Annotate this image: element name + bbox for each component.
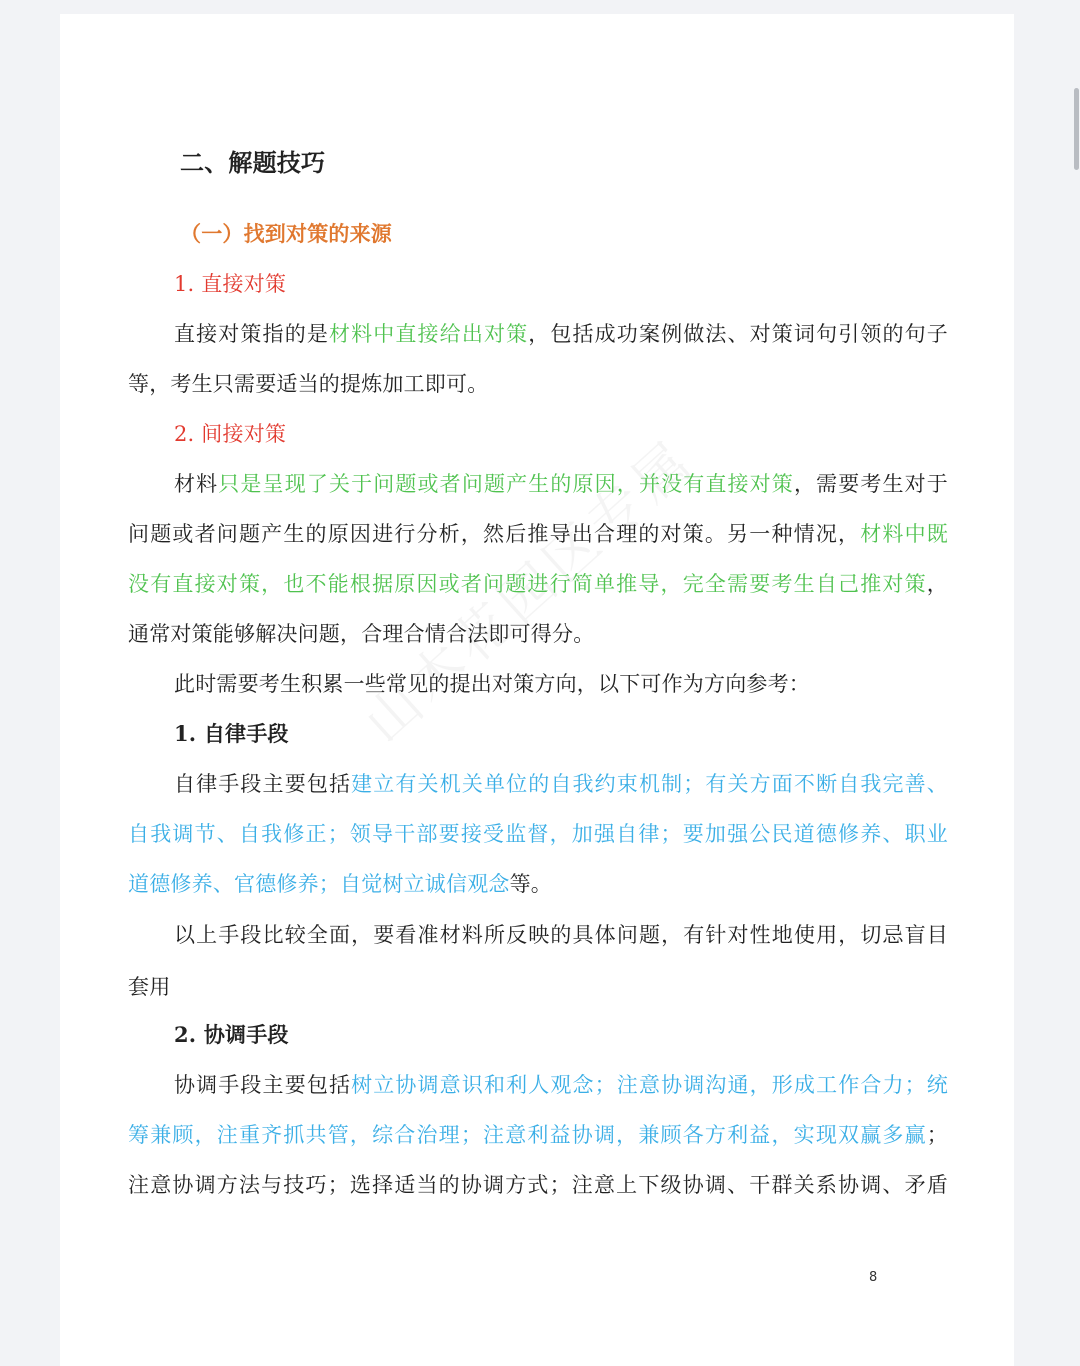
paragraph-coordination-line-3: 注意协调方法与技巧；选择适当的协调方式；注意上下级协调、干群关系协调、矛盾 xyxy=(128,1173,948,1197)
paragraph-indirect-line-2: 问题或者问题产生的原因进行分析，然后推导出合理的对策。另一种情况，材料中既 xyxy=(128,522,948,546)
subsection-title: （一）找到对策的来源 xyxy=(180,221,392,246)
paragraph-self-discipline-line-3: 道德修养、官德修养；自觉树立诚信观念等。 xyxy=(128,872,553,896)
paragraph-direct-line-1: 直接对策指的是材料中直接给出对策，包括成功案例做法、对策词句引领的句子 xyxy=(174,322,948,346)
paragraph-reference-intro: 此时需要考生积累一些常见的提出对策方向，以下可作为方向参考： xyxy=(174,672,810,696)
coordination-title: 2. 协调手段 xyxy=(174,1022,289,1047)
paragraph-self-discipline-line-1: 自律手段主要包括建立有关机关单位的自我约束机制；有关方面不断自我完善、 xyxy=(174,772,948,796)
paragraph-indirect-line-4: 通常对策能够解决问题，合理合情合法即可得分。 xyxy=(128,622,595,646)
paragraph-indirect-line-3: 没有直接对策，也不能根据原因或者问题进行简单推导，完全需要考生自己推对策， xyxy=(128,572,948,596)
direct-strategy-title: 1. 直接对策 xyxy=(174,272,287,296)
page-number: 8 xyxy=(869,1270,878,1285)
paragraph-direct-line-2: 等，考生只需要适当的提炼加工即可。 xyxy=(128,372,489,396)
paragraph-self-discipline-line-2: 自我调节、自我修正；领导干部要接受监督，加强自律；要加强公民道德修养、职业 xyxy=(128,822,948,846)
scrollbar-thumb[interactable] xyxy=(1074,88,1079,170)
paragraph-coordination-line-1: 协调手段主要包括树立协调意识和利人观念；注意协调沟通，形成工作合力；统 xyxy=(174,1073,948,1097)
paragraph-indirect-line-1: 材料只是呈现了关于问题或者问题产生的原因，并没有直接对策，需要考生对于 xyxy=(174,472,948,496)
paragraph-usage-note-line-1: 以上手段比较全面，要看准材料所反映的具体问题，有针对性地使用，切忌盲目 xyxy=(174,923,948,947)
section-heading: 二、解题技巧 xyxy=(180,148,326,177)
indirect-strategy-title: 2. 间接对策 xyxy=(174,422,287,446)
paragraph-usage-note-line-2: 套用 xyxy=(128,975,171,999)
paragraph-coordination-line-2: 筹兼顾，注重齐抓共管，综合治理；注意利益协调，兼顾各方利益，实现双赢多赢； xyxy=(128,1123,948,1147)
self-discipline-title: 1. 自律手段 xyxy=(174,721,289,746)
